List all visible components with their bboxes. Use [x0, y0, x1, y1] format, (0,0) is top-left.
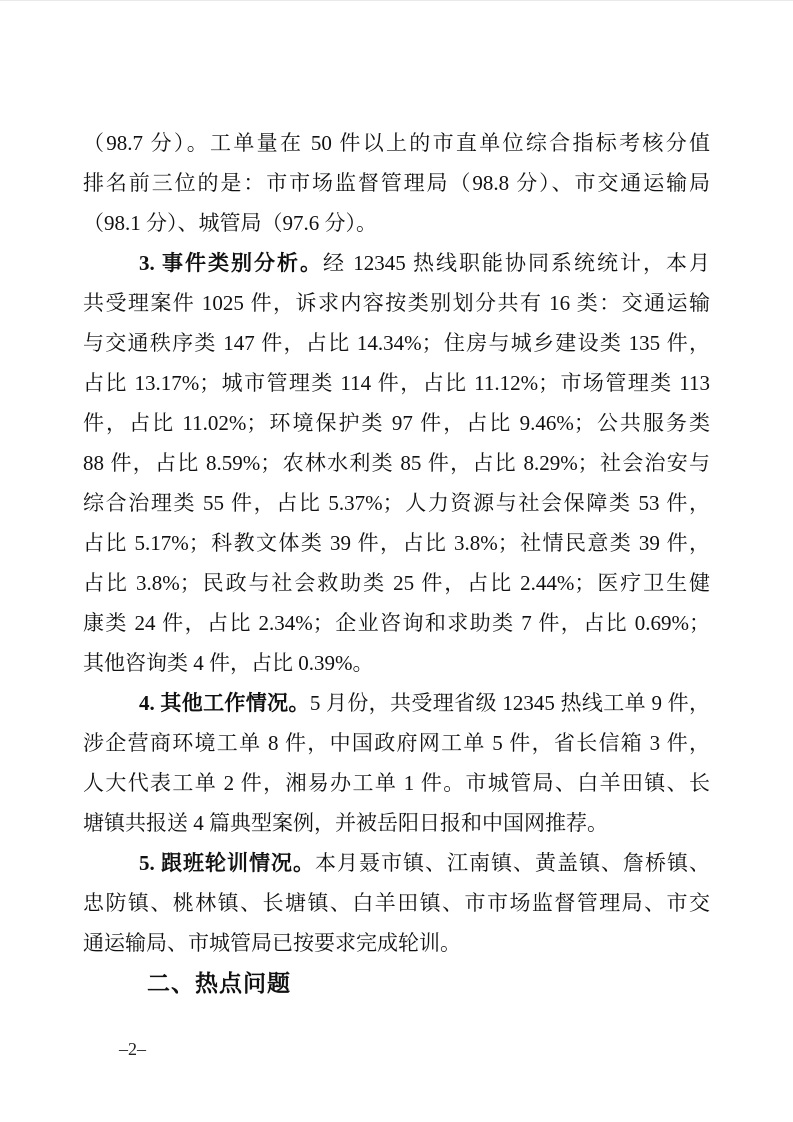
text-segment: （98.1 分）、城管局（97.6 分）。	[83, 211, 377, 235]
text-line	[83, 803, 710, 843]
para-top-continuation	[83, 123, 710, 243]
text-segment: 经 12345 热线职能协同系统统计，本月	[323, 251, 710, 275]
text-line	[83, 603, 710, 643]
text-segment: 件，占比 11.02%；环境保护类 97 件，占比 9.46%；公共服务类	[83, 411, 710, 435]
text-line	[83, 443, 710, 483]
text-line	[83, 563, 710, 603]
page-number: –2–	[119, 1039, 146, 1059]
text-line	[83, 123, 710, 163]
text-segment: 本月聂市镇、江南镇、黄盖镇、詹桥镇、	[315, 851, 710, 875]
text-line	[83, 723, 710, 763]
text-line	[83, 483, 710, 523]
text-segment: 涉企营商环境工单 8 件，中国政府网工单 5 件，省长信箱 3 件，	[83, 731, 710, 755]
text-line	[83, 403, 710, 443]
text-line	[83, 523, 710, 563]
text-line	[83, 843, 710, 883]
text-line	[83, 243, 710, 283]
text-segment: 占比 13.17%；城市管理类 114 件，占比 11.12%；市场管理类 113	[83, 371, 710, 395]
text-segment: 综合治理类 55 件，占比 5.37%；人力资源与社会保障类 53 件，	[83, 491, 710, 515]
heading-label: 二、热点问题	[147, 970, 291, 996]
text-line	[83, 283, 710, 323]
text-line	[83, 683, 710, 723]
text-segment: 排名前三位的是：市市场监督管理局（98.8 分）、市交通运输局	[83, 171, 710, 195]
text-line	[83, 323, 710, 363]
text-segment: （98.7 分）。工单量在 50 件以上的市直单位综合指标考核分值	[83, 131, 710, 155]
text-line	[83, 163, 710, 203]
para-section-4-other-work	[83, 683, 710, 843]
text-segment: 5 月份，共受理省级 12345 热线工单 9 件，	[309, 691, 711, 715]
text-segment: 其他咨询类 4 件，占比 0.39%。	[83, 651, 374, 675]
text-segment: 塘镇共报送 4 篇典型案例，并被岳阳日报和中国网推荐。	[83, 811, 608, 835]
heading-section-2-hot-issues	[83, 963, 710, 1003]
para-section-3-event-category-analysis	[83, 243, 710, 683]
section-lead-label: 5. 跟班轮训情况。	[139, 851, 315, 875]
text-segment: 康类 24 件，占比 2.34%；企业咨询和求助类 7 件，占比 0.69%；	[83, 611, 710, 635]
text-segment: 占比 5.17%；科教文体类 39 件，占比 3.8%；社情民意类 39 件，	[83, 531, 710, 555]
text-segment: 共受理案件 1025 件，诉求内容按类别划分共有 16 类：交通运输	[83, 291, 710, 315]
section-lead-label: 3. 事件类别分析。	[139, 251, 323, 275]
text-line	[83, 363, 710, 403]
text-line	[83, 883, 710, 923]
document-body	[83, 123, 710, 1003]
text-line	[83, 763, 710, 803]
text-segment: 占比 3.8%；民政与社会救助类 25 件，占比 2.44%；医疗卫生健	[83, 571, 710, 595]
para-section-5-rotation-training	[83, 843, 710, 963]
text-line	[83, 923, 710, 963]
text-segment: 与交通秩序类 147 件，占比 14.34%；住房与城乡建设类 135 件，	[83, 331, 710, 355]
section-lead-label: 4. 其他工作情况。	[139, 691, 310, 715]
text-segment: 88 件，占比 8.59%；农林水利类 85 件，占比 8.29%；社会治安与	[83, 451, 710, 475]
text-line	[83, 643, 710, 683]
text-segment: 人大代表工单 2 件，湘易办工单 1 件。市城管局、白羊田镇、长	[83, 771, 710, 795]
text-segment: 通运输局、市城管局已按要求完成轮训。	[83, 931, 461, 955]
section-heading	[83, 963, 710, 1003]
text-line	[83, 203, 710, 243]
text-segment: 忠防镇、桃林镇、长塘镇、白羊田镇、市市场监督管理局、市交	[83, 891, 710, 915]
